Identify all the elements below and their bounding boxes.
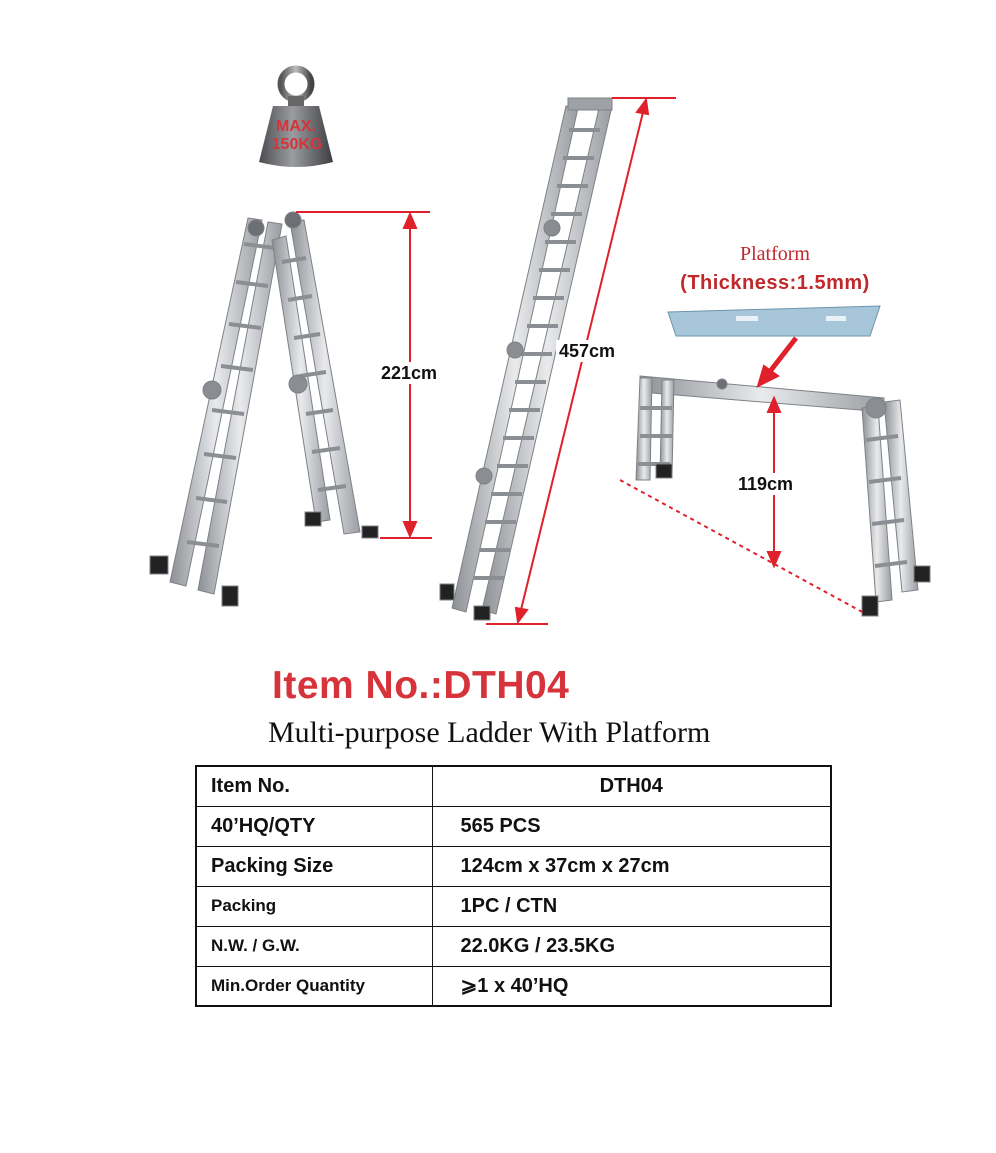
dimension-label-221: 221cm	[378, 362, 440, 384]
table-row	[196, 966, 831, 1006]
weight-label-line2: 150KG	[271, 136, 323, 153]
table-row	[196, 926, 831, 966]
table-row	[196, 886, 831, 926]
spec-key: 40’HQ/QTY	[196, 806, 432, 846]
item-heading: Item No.:DTH04	[272, 664, 570, 707]
spec-key: Packing	[196, 886, 432, 926]
spec-key: N.W. / G.W.	[196, 926, 432, 966]
dimension-label-119: 119cm	[735, 473, 796, 495]
platform-board	[668, 306, 880, 336]
spec-key: Min.Order Quantity	[196, 966, 432, 1006]
dimension-label-457: 457cm	[556, 340, 618, 362]
spec-value: 1PC / CTN	[432, 886, 831, 926]
spec-value: ⩾1 x 40’HQ	[432, 966, 831, 1006]
table-row	[196, 806, 831, 846]
spec-value: 22.0KG / 23.5KG	[432, 926, 831, 966]
weight-label-line1: MAX.	[276, 118, 316, 135]
product-subtitle: Multi-purpose Ladder With Platform	[268, 716, 711, 749]
a-frame-ladder	[150, 212, 378, 606]
platform-ladder	[636, 376, 930, 616]
spec-table	[195, 765, 832, 1007]
table-row	[196, 766, 831, 806]
spec-key: Packing Size	[196, 846, 432, 886]
platform-thickness: (Thickness:1.5mm)	[680, 272, 870, 294]
spec-value: DTH04	[432, 766, 831, 806]
spec-key: Item No.	[196, 766, 432, 806]
spec-value: 124cm x 37cm x 27cm	[432, 846, 831, 886]
table-row	[196, 846, 831, 886]
spec-value: 565 PCS	[432, 806, 831, 846]
platform-title: Platform	[740, 243, 810, 265]
